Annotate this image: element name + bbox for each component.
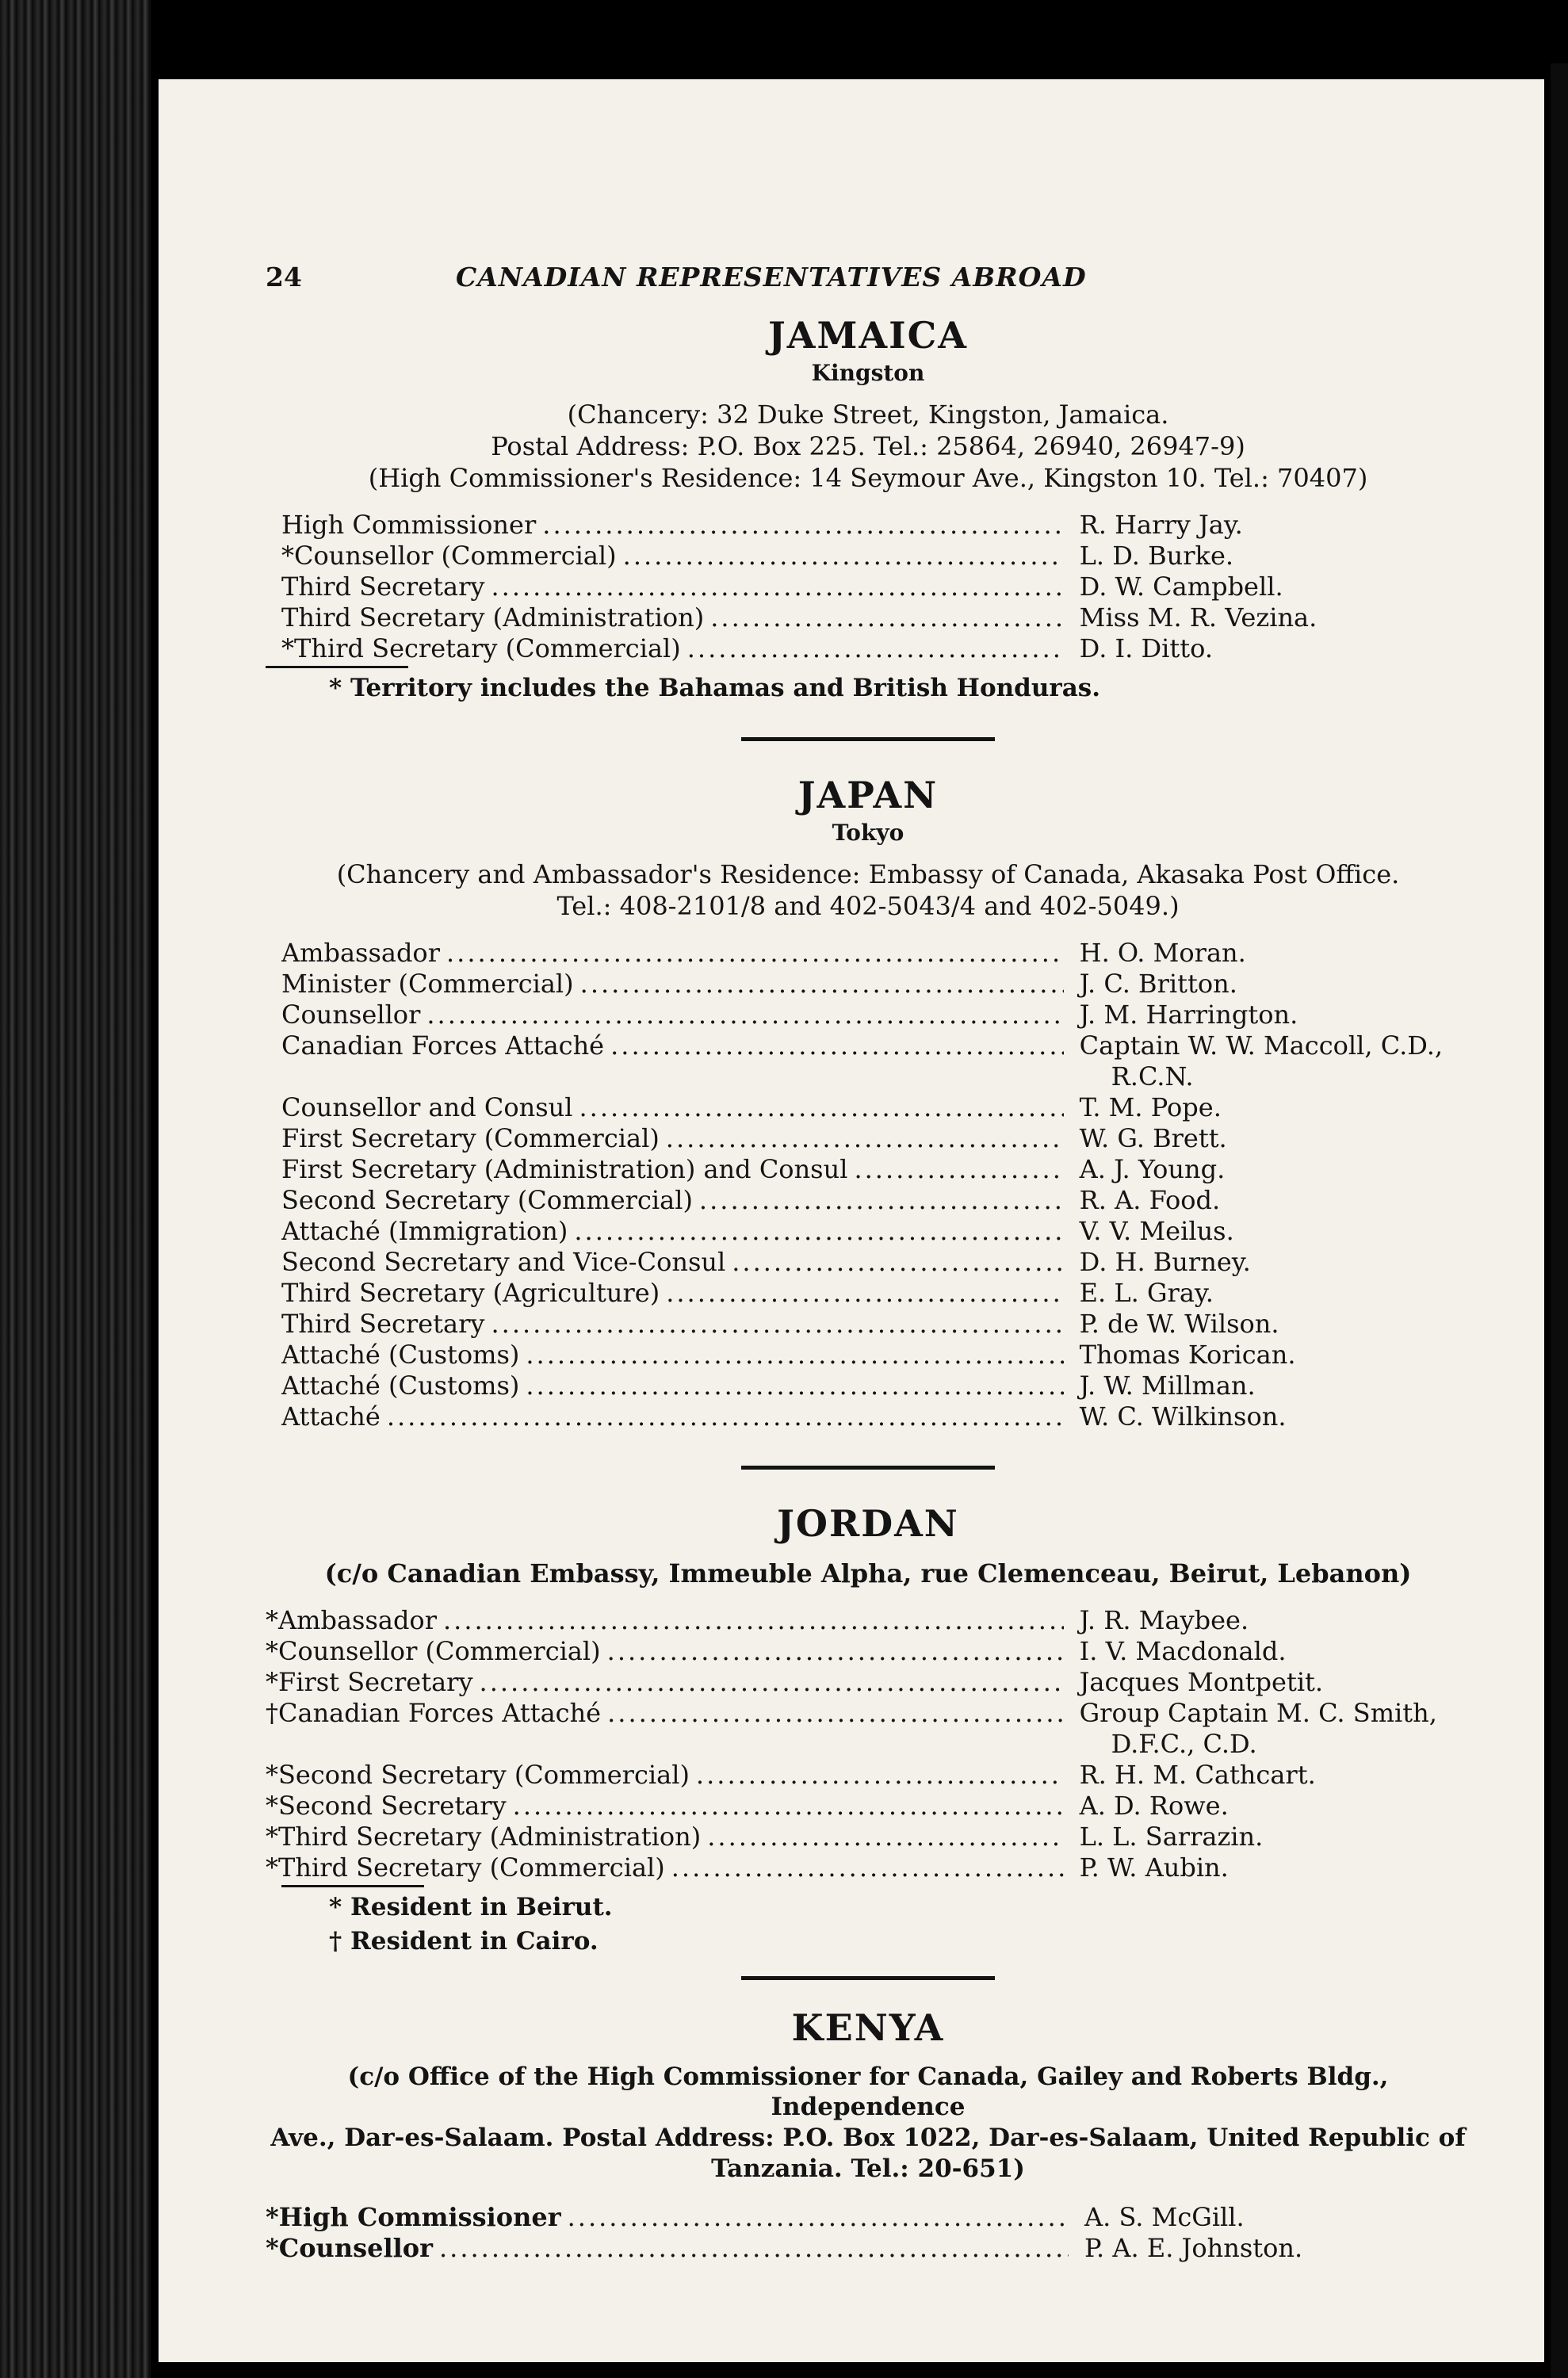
leader-dots	[526, 1340, 1063, 1371]
staff-row	[281, 938, 1470, 969]
staff-name: H. O. Moran.	[1079, 937, 1246, 968]
staff-name: D. I. Ditto.	[1079, 633, 1213, 663]
section-kenya	[266, 2007, 1470, 2264]
staff-name: W. C. Wilkinson.	[1079, 1401, 1287, 1432]
staff-name: P. A. E. Johnston.	[1084, 2232, 1303, 2263]
scan-binding-edge	[0, 0, 151, 2378]
address-line: (Chancery and Ambassador's Residence: Embassy of Canada, Akasaka Post Office.	[336, 858, 1400, 889]
page-number: 24	[266, 262, 302, 292]
staff-name: D. H. Burney.	[1079, 1246, 1251, 1277]
leader-dots	[491, 572, 1063, 602]
staff-name: Thomas Korican.	[1079, 1339, 1296, 1370]
staff-row	[266, 1605, 1470, 1636]
staff-row	[281, 510, 1470, 541]
leader-dots	[387, 1401, 1064, 1432]
leader-dots	[480, 1667, 1064, 1698]
staff-position: Third Secretary (Administration)	[281, 602, 705, 633]
staff-name-line: Group Captain M. C. Smith,	[1079, 1697, 1437, 1728]
staff-name: W. G. Brett.	[1079, 1122, 1227, 1153]
staff-list	[266, 2202, 1470, 2264]
staff-name: J. M. Harrington.	[1079, 999, 1298, 1030]
leader-dots	[491, 1309, 1063, 1340]
leader-dots	[854, 1154, 1063, 1185]
footnote-rule	[266, 666, 408, 668]
leader-dots	[513, 1791, 1064, 1822]
address-line: (Chancery: 32 Duke Street, Kingston, Jamaica.	[567, 399, 1169, 430]
staff-name: J. W. Millman.	[1079, 1370, 1256, 1401]
staff-position: Minister (Commercial)	[281, 968, 574, 999]
footnote: † Resident in Cairo.	[329, 1926, 599, 1956]
country-heading: JORDAN	[777, 1501, 959, 1545]
page-header	[266, 262, 1470, 292]
staff-row	[266, 1698, 1470, 1760]
staff-row	[281, 969, 1470, 1000]
staff-name: Jacques Montpetit.	[1079, 1666, 1324, 1697]
leader-dots	[607, 1636, 1064, 1667]
staff-row	[266, 2233, 1470, 2264]
country-heading: KENYA	[791, 2005, 945, 2049]
staff-row	[281, 572, 1470, 602]
staff-name: A. S. McGill.	[1084, 2201, 1245, 2232]
address-line: Tel.: 408-2101/8 and 402-5043/4 and 402-5049.)	[556, 890, 1180, 921]
staff-row	[281, 1123, 1470, 1154]
address-block	[266, 399, 1470, 494]
scan-right-edge	[1551, 63, 1568, 2378]
staff-position: Third Secretary	[281, 571, 485, 602]
section-jamaica	[266, 315, 1470, 704]
staff-row	[281, 1216, 1470, 1247]
staff-position: *Third Secretary (Commercial)	[281, 633, 681, 663]
leader-dots	[732, 1247, 1063, 1278]
staff-name: L. D. Burke.	[1079, 540, 1234, 571]
staff-name: R. H. M. Cathcart.	[1079, 1759, 1316, 1790]
country-heading: JAPAN	[797, 773, 939, 816]
section-japan	[266, 774, 1470, 1432]
staff-position: *Third Secretary (Commercial)	[266, 1852, 665, 1883]
staff-name: T. M. Pope.	[1079, 1092, 1222, 1122]
staff-position: *High Commissioner	[266, 2201, 561, 2232]
address-line: Tanzania. Tel.: 20-651)	[711, 2154, 1025, 2183]
staff-name: P. de W. Wilson.	[1079, 1308, 1279, 1339]
staff-position: Second Secretary and Vice-Consul	[281, 1246, 726, 1277]
staff-row	[266, 2202, 1470, 2233]
address-block	[266, 858, 1470, 922]
city-name: Tokyo	[832, 819, 904, 846]
staff-name-line: Captain W. W. Maccoll, C.D.,	[1079, 1030, 1444, 1061]
staff-row	[281, 1030, 1470, 1092]
staff-row	[281, 1371, 1470, 1401]
staff-name	[1064, 1698, 1470, 1760]
staff-name: V. V. Meilus.	[1079, 1215, 1234, 1246]
staff-name: R. A. Food.	[1079, 1184, 1221, 1215]
leader-dots	[666, 1123, 1064, 1154]
leader-dots	[687, 633, 1064, 664]
staff-position: Attaché	[281, 1401, 381, 1432]
staff-row	[281, 1401, 1470, 1432]
page-content	[266, 262, 1470, 2264]
staff-row	[281, 1340, 1470, 1371]
staff-name: D. W. Campbell.	[1079, 571, 1283, 602]
staff-list	[281, 938, 1470, 1432]
leader-dots	[446, 938, 1064, 969]
staff-position: Third Secretary	[281, 1308, 485, 1339]
staff-position: Counsellor	[281, 999, 421, 1030]
section-divider	[741, 1466, 995, 1470]
staff-position: *Second Secretary (Commercial)	[266, 1759, 690, 1790]
footnote-rule	[281, 1885, 424, 1887]
staff-row	[266, 1822, 1470, 1852]
staff-position: *Ambassador	[266, 1604, 437, 1635]
leader-dots	[580, 969, 1064, 1000]
staff-row	[281, 541, 1470, 572]
leader-dots	[707, 1822, 1063, 1852]
staff-list	[266, 1605, 1470, 1883]
staff-name: R. Harry Jay.	[1079, 509, 1243, 540]
staff-position: *Second Secretary	[266, 1790, 507, 1821]
footnote: * Resident in Beirut.	[329, 1892, 613, 1921]
staff-row	[281, 1000, 1470, 1030]
staff-position: *Counsellor	[266, 2232, 433, 2263]
staff-name: L. L. Sarrazin.	[1079, 1821, 1264, 1852]
staff-row	[266, 1760, 1470, 1791]
staff-row	[281, 602, 1470, 633]
address-line: (c/o Office of the High Commissioner for Canada, Gailey and Roberts Bldg., Independence	[347, 2062, 1389, 2122]
staff-row	[281, 1309, 1470, 1340]
running-title: CANADIAN REPRESENTATIVES ABROAD	[456, 262, 1087, 292]
staff-position: Second Secretary (Commercial)	[281, 1184, 693, 1215]
staff-row	[266, 1636, 1470, 1667]
leader-dots	[439, 2233, 1069, 2264]
staff-position: Third Secretary (Agriculture)	[281, 1277, 660, 1308]
footnote: * Territory includes the Bahamas and British Honduras.	[329, 673, 1101, 702]
address-block	[266, 1558, 1470, 1589]
staff-row	[266, 1791, 1470, 1822]
staff-name: P. W. Aubin.	[1079, 1852, 1229, 1883]
leader-dots	[671, 1852, 1064, 1883]
staff-position: First Secretary (Commercial)	[281, 1122, 660, 1153]
staff-name-continuation: R.C.N.	[1111, 1061, 1194, 1092]
staff-row	[266, 1667, 1470, 1698]
leader-dots	[526, 1371, 1063, 1401]
address-line: Ave., Dar-es-Salaam. Postal Address: P.O. Box 1022, Dar-es-Salaam, United Republic of	[270, 2124, 1466, 2153]
staff-name: J. C. Britton.	[1079, 968, 1237, 999]
address-line: Postal Address: P.O. Box 225. Tel.: 25864, 26940, 26947-9)	[491, 430, 1245, 461]
document-page	[159, 79, 1544, 2362]
staff-position: Attaché (Immigration)	[281, 1215, 568, 1246]
staff-position: Attaché (Customs)	[281, 1370, 520, 1401]
staff-name: Miss M. R. Vezina.	[1079, 602, 1318, 633]
staff-row	[266, 1852, 1470, 1883]
leader-dots	[542, 510, 1063, 541]
staff-row	[281, 633, 1470, 664]
staff-row	[281, 1185, 1470, 1216]
leader-dots	[607, 1698, 1063, 1729]
staff-position: Ambassador	[281, 937, 440, 968]
section-divider	[741, 1976, 995, 1980]
section-divider	[741, 737, 995, 741]
staff-name: E. L. Gray.	[1079, 1277, 1214, 1308]
staff-row	[281, 1092, 1470, 1123]
staff-name: A. D. Rowe.	[1079, 1790, 1229, 1821]
leader-dots	[443, 1605, 1064, 1636]
leader-dots	[568, 2202, 1069, 2233]
leader-dots	[666, 1278, 1063, 1309]
country-heading: JAMAICA	[768, 314, 968, 357]
staff-position: †Canadian Forces Attaché	[266, 1697, 602, 1728]
staff-name: I. V. Macdonald.	[1079, 1635, 1287, 1666]
address-line: (c/o Canadian Embassy, Immeuble Alpha, rue Clemenceau, Beirut, Lebanon)	[324, 1558, 1412, 1589]
staff-position: Attaché (Customs)	[281, 1339, 520, 1370]
leader-dots	[699, 1185, 1064, 1216]
leader-dots	[696, 1760, 1064, 1791]
staff-row	[281, 1278, 1470, 1309]
staff-name: J. R. Maybee.	[1079, 1604, 1249, 1635]
leader-dots	[710, 602, 1063, 633]
address-line: (High Commissioner's Residence: 14 Seymour Ave., Kingston 10. Tel.: 70407)	[368, 462, 1368, 493]
staff-name: A. J. Young.	[1079, 1153, 1226, 1184]
leader-dots	[426, 1000, 1063, 1030]
staff-name-continuation: D.F.C., C.D.	[1111, 1728, 1257, 1759]
staff-position: *First Secretary	[266, 1666, 473, 1697]
staff-position: *Counsellor (Commercial)	[266, 1635, 601, 1666]
address-block	[266, 2062, 1470, 2185]
staff-row	[281, 1154, 1470, 1185]
leader-dots	[579, 1092, 1064, 1123]
staff-position: *Counsellor (Commercial)	[281, 540, 617, 571]
staff-list	[281, 510, 1470, 664]
staff-position: First Secretary (Administration) and Consul	[281, 1153, 848, 1184]
section-jordan	[266, 1503, 1470, 1957]
staff-position: Canadian Forces Attaché	[281, 1030, 605, 1061]
leader-dots	[610, 1030, 1064, 1061]
staff-name	[1064, 1030, 1470, 1092]
staff-position: *Third Secretary (Administration)	[266, 1821, 702, 1852]
city-name: Kingston	[811, 359, 925, 386]
staff-row	[281, 1247, 1470, 1278]
leader-dots	[623, 541, 1064, 572]
staff-position: High Commissioner	[281, 509, 537, 540]
leader-dots	[574, 1216, 1063, 1247]
staff-position: Counsellor and Consul	[281, 1092, 573, 1122]
